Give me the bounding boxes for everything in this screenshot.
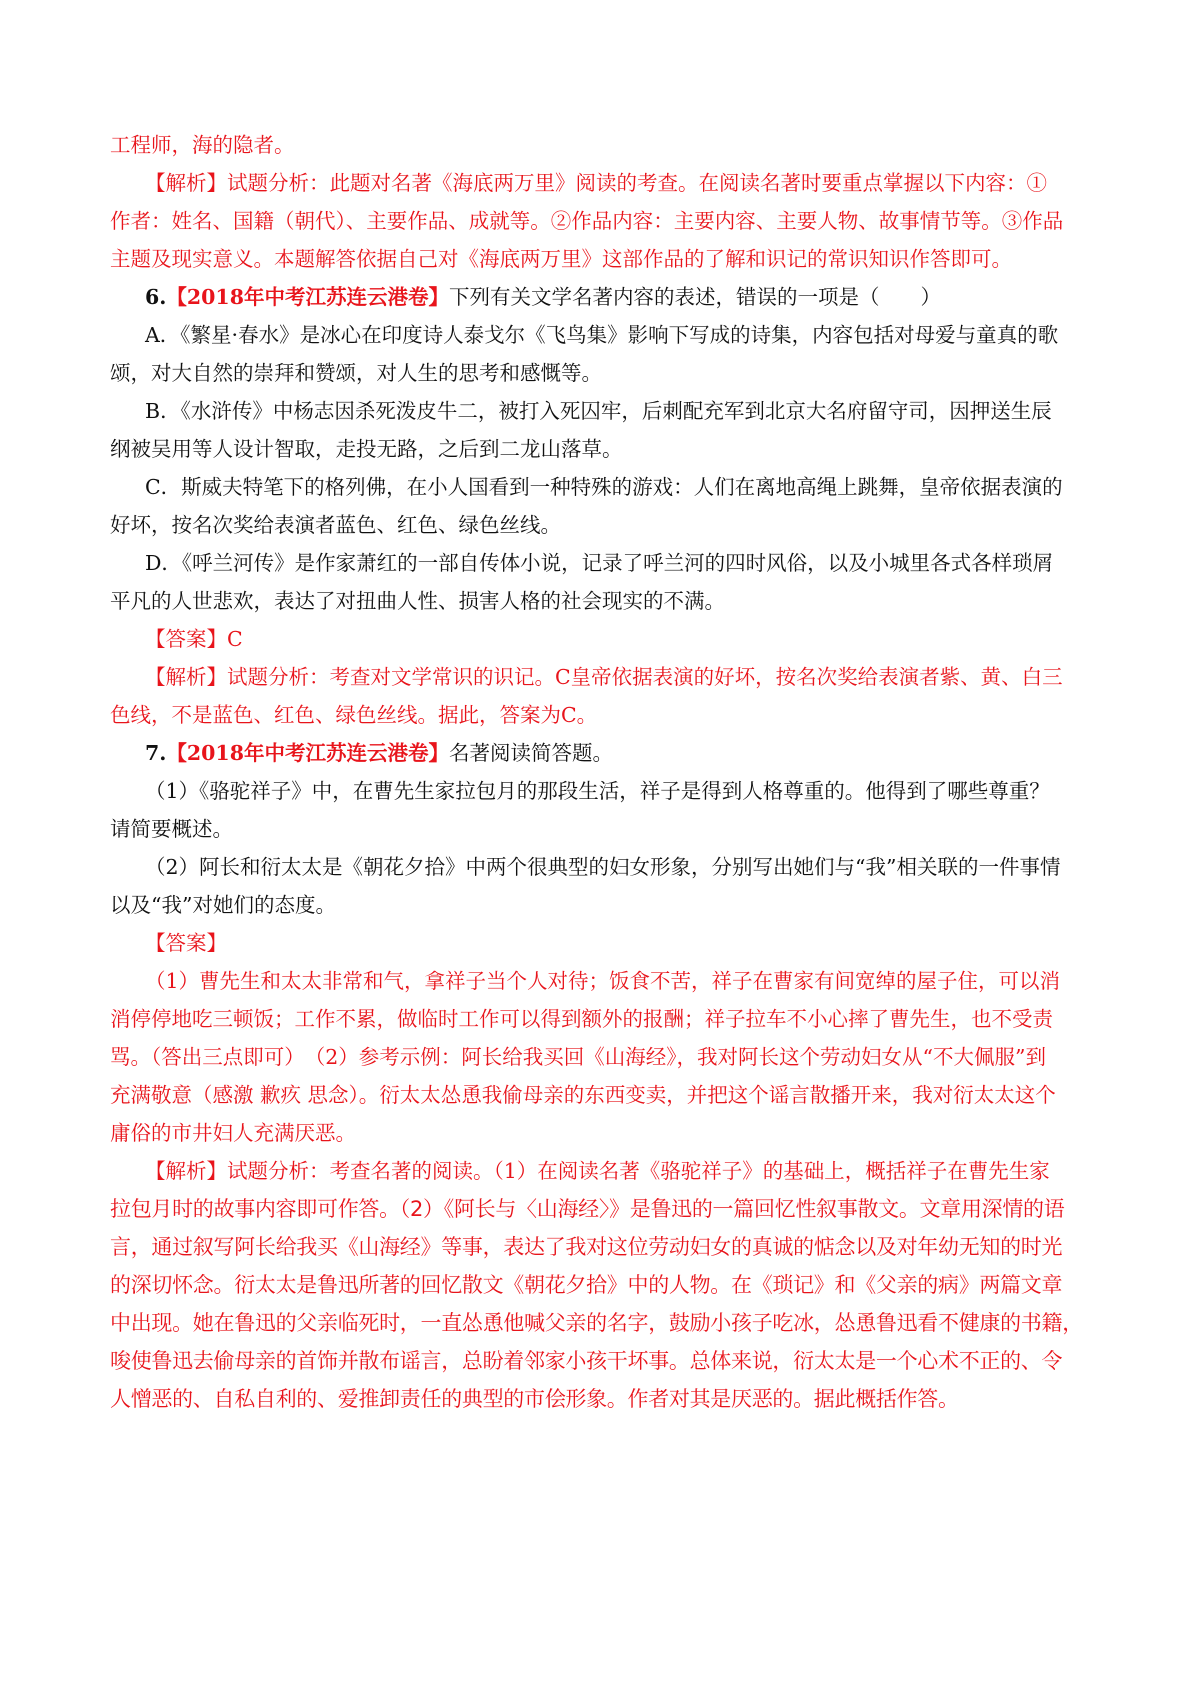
text-line: 【解析】试题分析：考查对文学常识的识记。C皇帝依据表演的好坏，按名次奖给表演者紫、黄、白三 [145,665,1063,689]
text-line: （2）阿长和衍太太是《朝花夕拾》中两个很典型的妇女形象，分别写出她们与“我”相关联的一件事情 [145,855,1061,879]
text-line: 请简要概述。 [110,817,233,841]
text-line: 言，通过叙写阿长给我买《山海经》等事，表达了我对这位劳动妇女的真诚的惦念以及对年幼无知的时光 [110,1235,1063,1259]
text-line: B．《水浒传》中杨志因杀死泼皮牛二，被打入死囚牢，后刺配充军到北京大名府留守司，因押送生辰 [145,399,1052,423]
text-line: 主题及现实意义。本题解答依据自己对《海底两万里》这部作品的了解和识记的常识知识作答即可。 [110,247,1012,271]
text-line: （1）《骆驼祥子》中，在曹先生家拉包月的那段生活，祥子是得到人格尊重的。他得到了哪些尊重？ [145,779,1050,803]
question-number: 7. [145,741,167,765]
text-line: 以及“我”对她们的态度。 [110,893,336,917]
question-number: 6. [145,285,167,309]
text-line: 的深切怀念。衍太太是鲁迅所著的回忆散文《朝花夕拾》中的人物。在《琐记》和《父亲的病》两篇文章 [110,1273,1063,1297]
question-source-tag: 【2018年中考江苏连云港卷】 [166,741,449,765]
text-line: C．斯威夫特笔下的格列佛，在小人国看到一种特殊的游戏：人们在离地高绳上跳舞，皇帝依据表演的 [145,475,1063,499]
text-line: 作者：姓名、国籍（朝代）、主要作品、成就等。②作品内容：主要内容、主要人物、故事情节等。③作品 [110,209,1064,233]
text-line: 【解析】试题分析：考查名著的阅读。（1）在阅读名著《骆驼祥子》的基础上，概括祥子在曹先生家 [145,1159,1050,1183]
text-line: 庸俗的市井妇人充满厌恶。 [110,1121,356,1145]
text-line [145,284,1100,310]
text-line: （1）曹先生和太太非常和气，拿祥子当个人对待；饭食不苦，祥子在曹家有间宽绰的屋子住，可以消 [145,969,1061,993]
text-line: 【答案】C [145,627,243,651]
text-line: 人憎恶的、自私自利的、爱推卸责任的典型的市侩形象。作者对其是厌恶的。据此概括作答。 [110,1387,959,1411]
question-text: 名著阅读简答题。 [448,741,613,765]
question-text: 下列有关文学名著内容的表述，错误的一项是（ ） [448,285,941,309]
text-line: 【解析】试题分析：此题对名著《海底两万里》阅读的考查。在阅读名著时要重点掌握以下内容：① [145,171,1047,195]
text-line [145,740,1100,766]
text-line: 唆使鲁迅去偷母亲的首饰并散布谣言，总盼着邻家小孩干坏事。总体来说，衍太太是一个心术不正的、令 [110,1349,1063,1373]
text-line: A．《繁星·春水》是冰心在印度诗人泰戈尔《飞鸟集》影响下写成的诗集，内容包括对母爱与童真的歌 [145,323,1059,347]
text-line: 好坏，按名次奖给表演者蓝色、红色、绿色丝线。 [110,513,561,537]
text-line: 骂。（答出三点即可） （2）参考示例：阿长给我买回《山海经》，我对阿长这个劳动妇女从“不大佩服”到 [110,1045,1047,1069]
text-line: 平凡的人世悲欢，表达了对扭曲人性、损害人格的社会现实的不满。 [110,589,725,613]
text-line: 【答案】 [145,931,227,955]
text-line: 纲被吴用等人设计智取，走投无路，之后到二龙山落草。 [110,437,623,461]
text-line: 中出现。她在鲁迅的父亲临死时，一直怂恿他喊父亲的名字，鼓励小孩子吃冰，怂恿鲁迅看不健康的书籍， [110,1311,1083,1335]
text-line: D．《呼兰河传》是作家萧红的一部自传体小说，记录了呼兰河的四时风俗，以及小城里各式各样琐屑 [145,551,1054,575]
text-line: 拉包月时的故事内容即可作答。（2）《阿长与〈山海经〉》是鲁迅的一篇回忆性叙事散文。文章用深情的语 [110,1197,1065,1221]
text-line: 消停停地吃三顿饭；工作不累，做临时工作可以得到额外的报酬；祥子拉车不小心摔了曹先生，也不受责 [110,1007,1053,1031]
text-line: 工程师，海的隐者。 [110,133,295,157]
text-line: 色线，不是蓝色、红色、绿色丝线。据此，答案为C。 [110,703,598,727]
question-source-tag: 【2018年中考江苏连云港卷】 [166,285,449,309]
text-line: 充满敬意（感激 歉疚 思念）。衍太太怂恿我偷母亲的东西变卖，并把这个谣言散播开来，我对衍太太这个 [110,1083,1056,1107]
text-line: 颂，对大自然的崇拜和赞颂，对人生的思考和感慨等。 [110,361,602,385]
